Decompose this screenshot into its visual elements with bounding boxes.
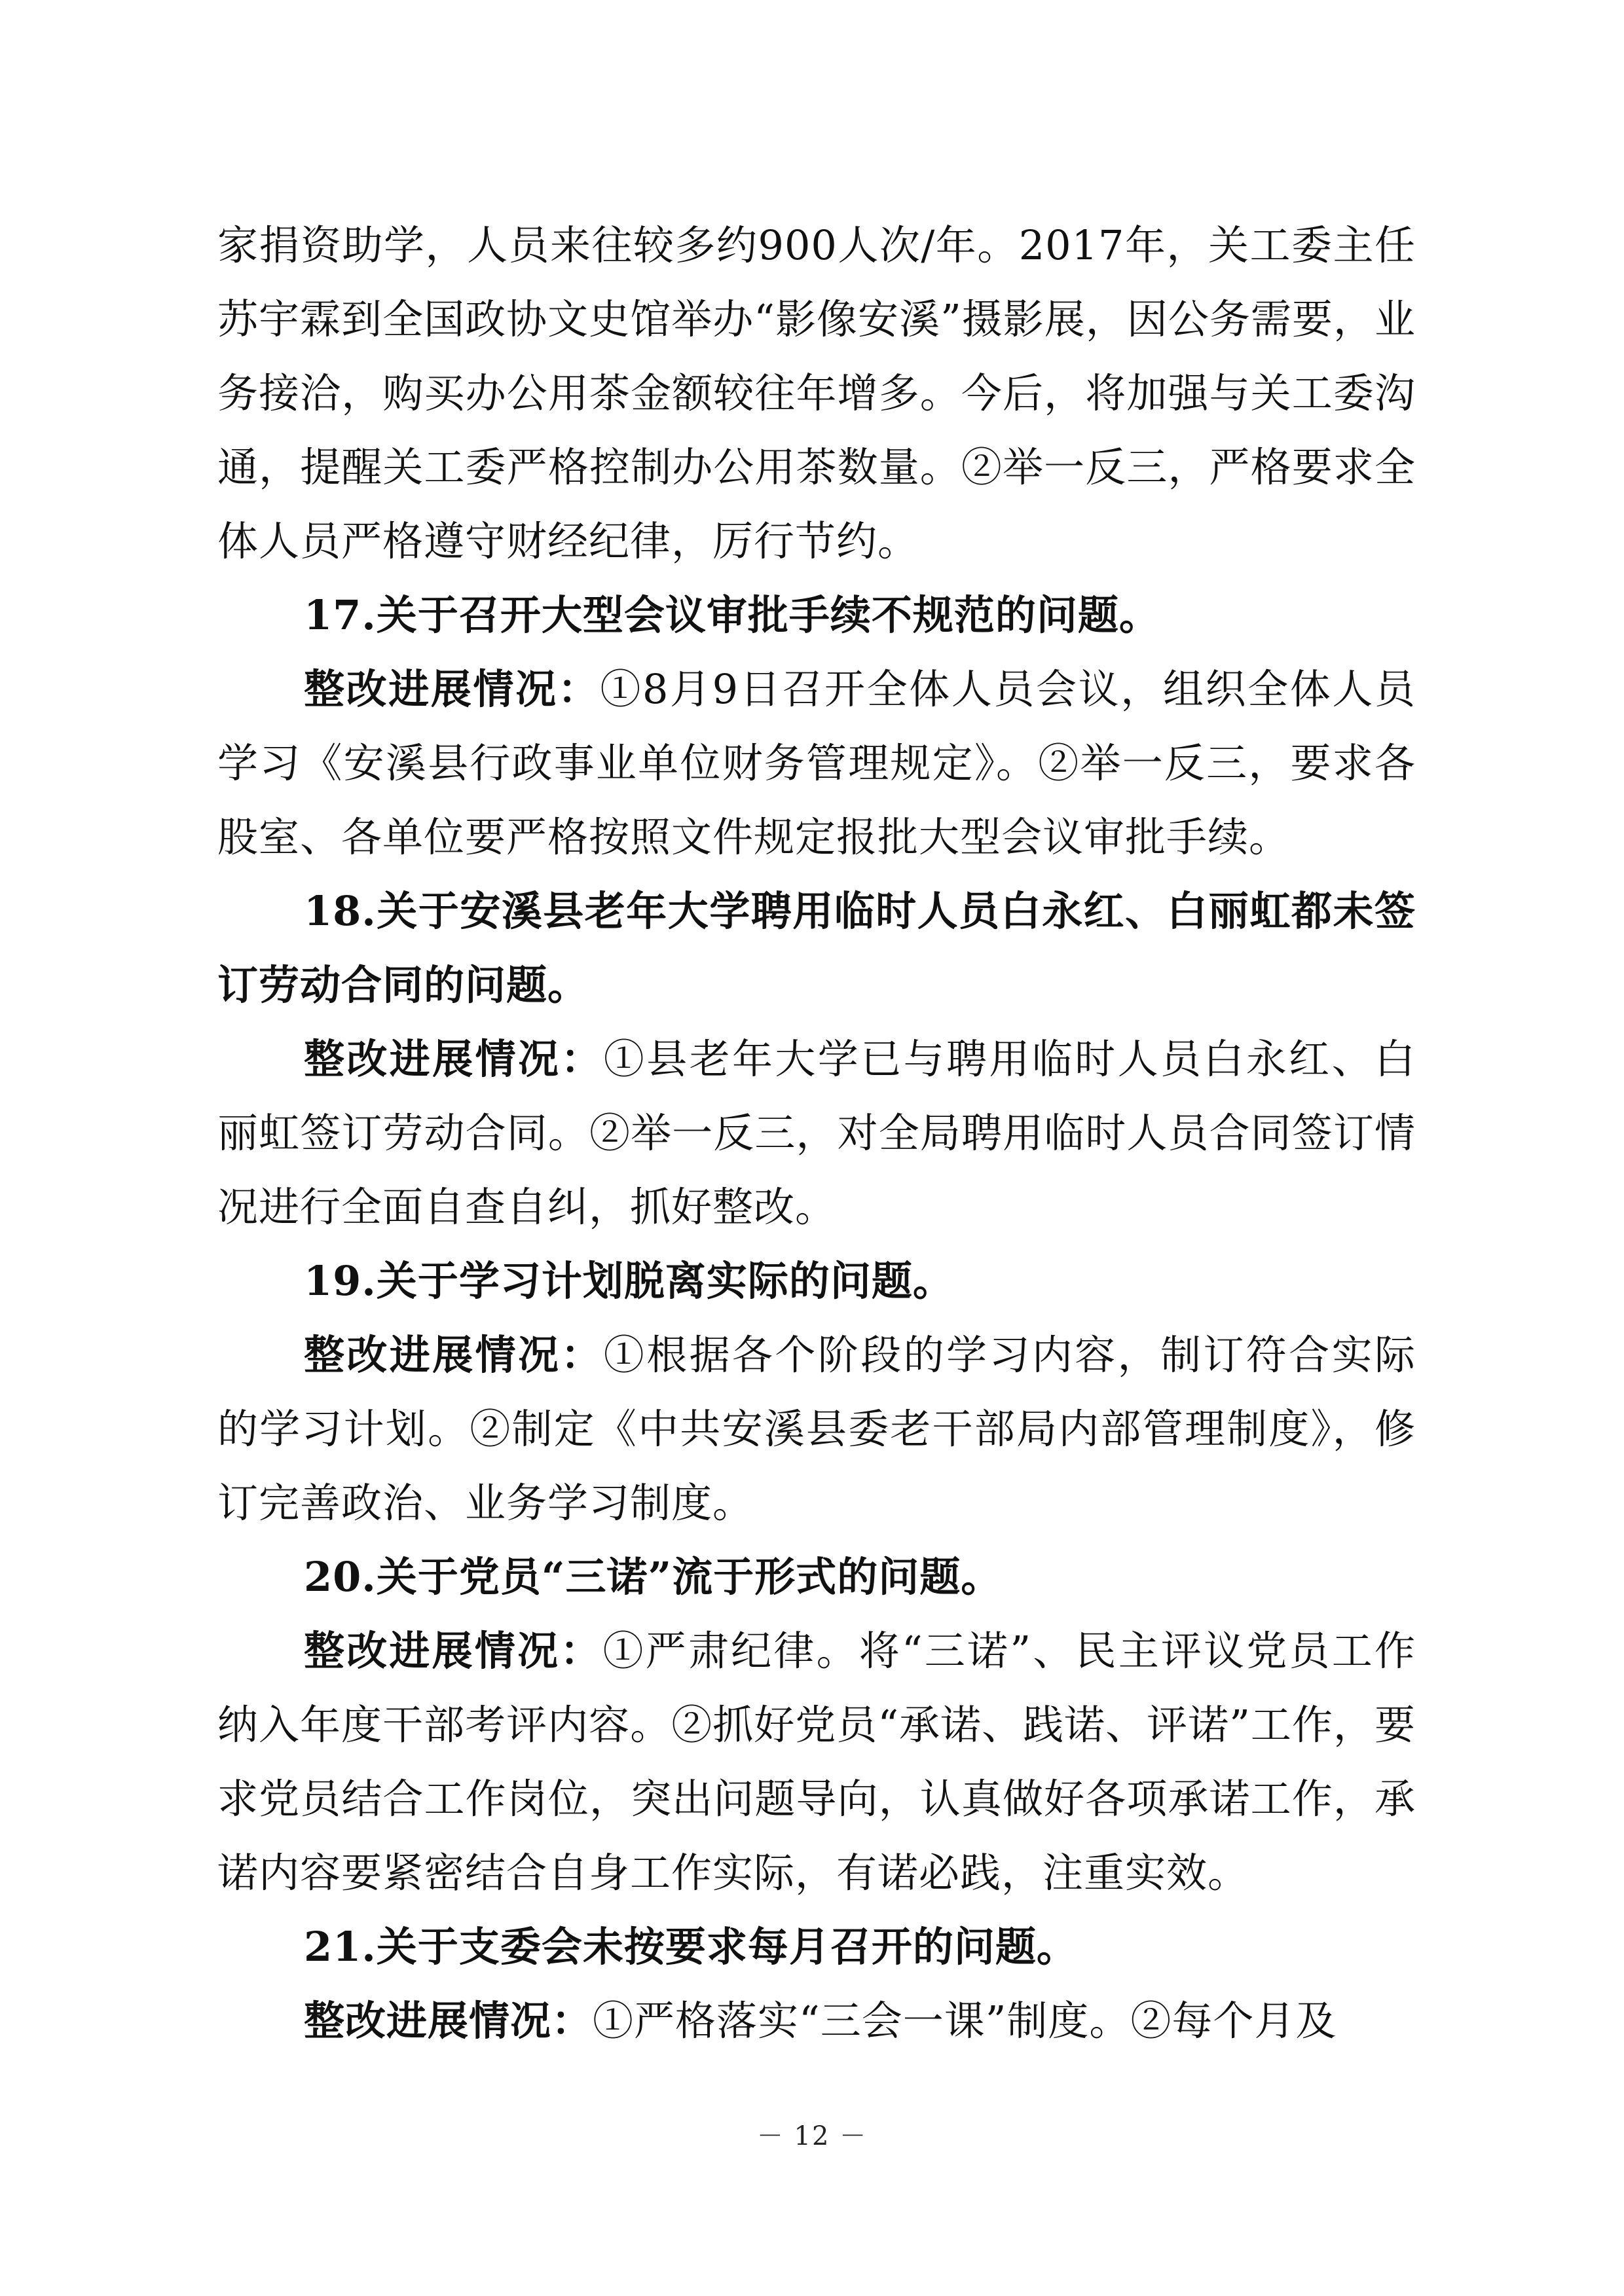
body-paragraph [217,208,1416,578]
paragraph-text: ①根据各个阶段的学习内容，制订符合实际的学习计划。②制定《中共安溪县委老干部局内部管理制度》，修订完善政治、业务学习制度。 [217,1331,1416,1527]
progress-paragraph-19 [217,1318,1416,1540]
paragraph-text: ①县老年大学已与聘用临时人员白永红、白丽虹签订劳动合同。②举一反三，对全局聘用临时人员合同签订情况进行全面自查自纠，抓好整改。 [217,1035,1416,1231]
section-heading-17: 17.关于召开大型会议审批手续不规范的问题。 [304,591,1160,639]
progress-lead: 整改进展情况： [304,1997,593,2045]
progress-paragraph-21 [217,1984,1416,2058]
progress-lead: 整改进展情况： [304,1627,603,1675]
section-heading-18: 18.关于安溪县老年大学聘用临时人员白永红、白丽虹都未签订劳动合同的问题。 [217,887,1416,1009]
paragraph-text: ①8月9日召开全体人员会议，组织全体人员学习《安溪县行政事业单位财务管理规定》。②举一反三，要求各股室、各单位要严格按照文件规定报批大型会议审批手续。 [217,665,1416,861]
page-number: － 12 － [756,2121,868,2151]
progress-lead: 整改进展情况： [304,1035,604,1083]
paragraph-text: ①严格落实“三会一课”制度。②每个月及 [593,1997,1337,2045]
progress-paragraph-18 [217,1022,1416,1244]
section-heading-20: 20.关于党员“三诺”流于形式的问题。 [304,1553,1003,1601]
section-heading-19: 19.关于学习计划脱离实际的问题。 [304,1257,954,1305]
paragraph-text: 家捐资助学，人员来往较多约900人次/年。2017年，关工委主任苏宇霖到全国政协文史馆举办“影像安溪”摄影展，因公务需要，业务接洽，购买办公用茶金额较往年增多。今后，将加强与关工委沟通，提醒关工委严格控制办公用茶数量。②举一反三，严格要求全体人员严格遵守财经纪律，厉行节约。 [217,221,1416,565]
progress-lead: 整改进展情况： [304,665,600,713]
document-body [217,208,1416,2058]
section-heading-21: 21.关于支委会未按要求每月召开的问题。 [304,1923,1078,1971]
progress-paragraph-20 [217,1614,1416,1910]
paragraph-text: ①严肃纪律。将“三诺”、民主评议党员工作纳入年度干部考评内容。②抓好党员“承诺、践诺、评诺”工作，要求党员结合工作岗位，突出问题导向，认真做好各项承诺工作，承诺内容要紧密结合自身工作实际，有诺必践，注重实效。 [217,1627,1416,1897]
progress-lead: 整改进展情况： [304,1331,604,1379]
progress-paragraph-17 [217,652,1416,874]
